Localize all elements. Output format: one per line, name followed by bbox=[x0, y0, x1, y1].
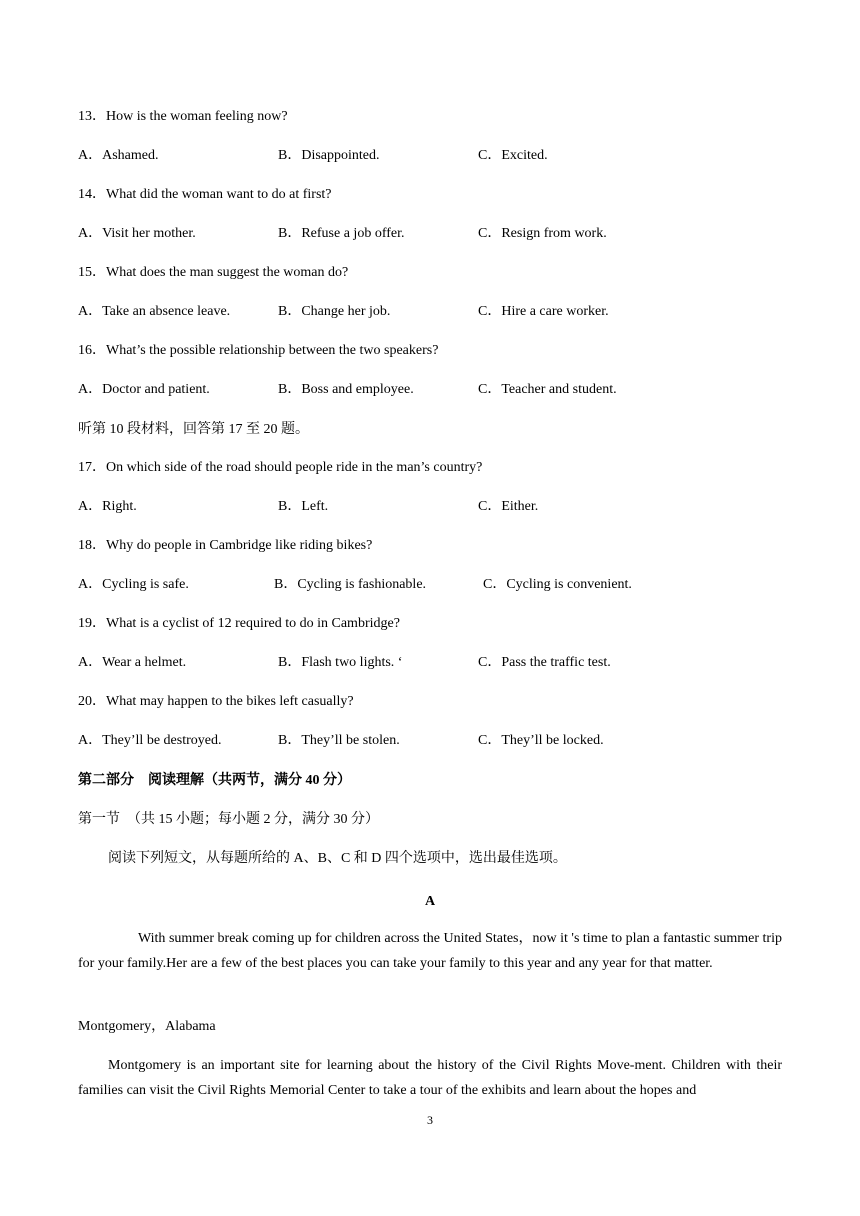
question-stem: 14．What did the woman want to do at first? bbox=[78, 187, 332, 202]
question-stem: 19．What is a cyclist of 12 required to do in Cambridge? bbox=[78, 616, 400, 631]
option-c: C．Hire a care worker. bbox=[478, 304, 609, 319]
section-one-heading: 第一节 （共 15 小题；每小题 2 分，满分 30 分） bbox=[78, 812, 379, 827]
option-b: B．They’ll be stolen. bbox=[278, 733, 400, 748]
option-a: A．Ashamed. bbox=[78, 148, 159, 163]
option-a: A．Visit her mother. bbox=[78, 226, 196, 241]
option-b: B．Boss and employee. bbox=[278, 382, 414, 397]
question-stem: 13．How is the woman feeling now? bbox=[78, 109, 288, 124]
option-c: C．Cycling is convenient. bbox=[483, 577, 632, 592]
option-a: A．Doctor and patient. bbox=[78, 382, 210, 397]
passage-intro-paragraph: With summer break coming up for children across the United States，now it 's time to plan a fantastic summer trip for your family.Her are a few of the best places you can take your family to this year and any year for that matter. bbox=[78, 931, 782, 971]
option-a: A．Right. bbox=[78, 499, 137, 514]
option-a: A．They’ll be destroyed. bbox=[78, 733, 222, 748]
place-heading: Montgomery，Alabama bbox=[78, 1019, 216, 1034]
option-c: C．They’ll be locked. bbox=[478, 733, 604, 748]
option-b: B．Cycling is fashionable. bbox=[274, 577, 427, 592]
option-c: C．Excited. bbox=[478, 148, 548, 163]
option-c: C．Resign from work. bbox=[478, 226, 607, 241]
option-c: C．Pass the traffic test. bbox=[478, 655, 611, 670]
option-a: A．Take an absence leave. bbox=[78, 304, 231, 319]
reading-instruction: 阅读下列短文，从每题所给的 A、B、C 和 D 四个选项中，选出最佳选项。 bbox=[108, 851, 567, 866]
option-b: B．Change her job. bbox=[278, 304, 391, 319]
page-number: 3 bbox=[427, 1113, 433, 1127]
option-b: B．Left. bbox=[278, 499, 329, 514]
section-instruction: 听第 10 段材料，回答第 17 至 20 题。 bbox=[78, 422, 309, 437]
place-paragraph: Montgomery is an important site for learning about the history of the Civil Rights Move-ment. Children with their families can visit the Civil Rights Memorial Center to take a tour of the exhibits and learn about the hopes and bbox=[78, 1058, 782, 1098]
option-c: C．Either. bbox=[478, 499, 539, 514]
option-b: B．Flash two lights. ‘ bbox=[278, 655, 403, 670]
question-stem: 17．On which side of the road should people ride in the man’s country? bbox=[78, 460, 483, 475]
option-a: A．Cycling is safe. bbox=[78, 577, 189, 592]
option-b: B．Refuse a job offer. bbox=[278, 226, 405, 241]
question-stem: 18．Why do people in Cambridge like riding bikes? bbox=[78, 538, 373, 553]
option-a: A．Wear a helmet. bbox=[78, 655, 187, 670]
question-stem: 20．What may happen to the bikes left casually? bbox=[78, 694, 354, 709]
option-c: C．Teacher and student. bbox=[478, 382, 617, 397]
option-b: B．Disappointed. bbox=[278, 148, 380, 163]
passage-letter: A bbox=[424, 894, 436, 909]
question-stem: 16．What’s the possible relationship between the two speakers? bbox=[78, 343, 439, 358]
question-stem: 15．What does the man suggest the woman do? bbox=[78, 265, 349, 280]
part-two-heading: 第二部分 阅读理解（共两节，满分 40 分） bbox=[78, 773, 351, 788]
